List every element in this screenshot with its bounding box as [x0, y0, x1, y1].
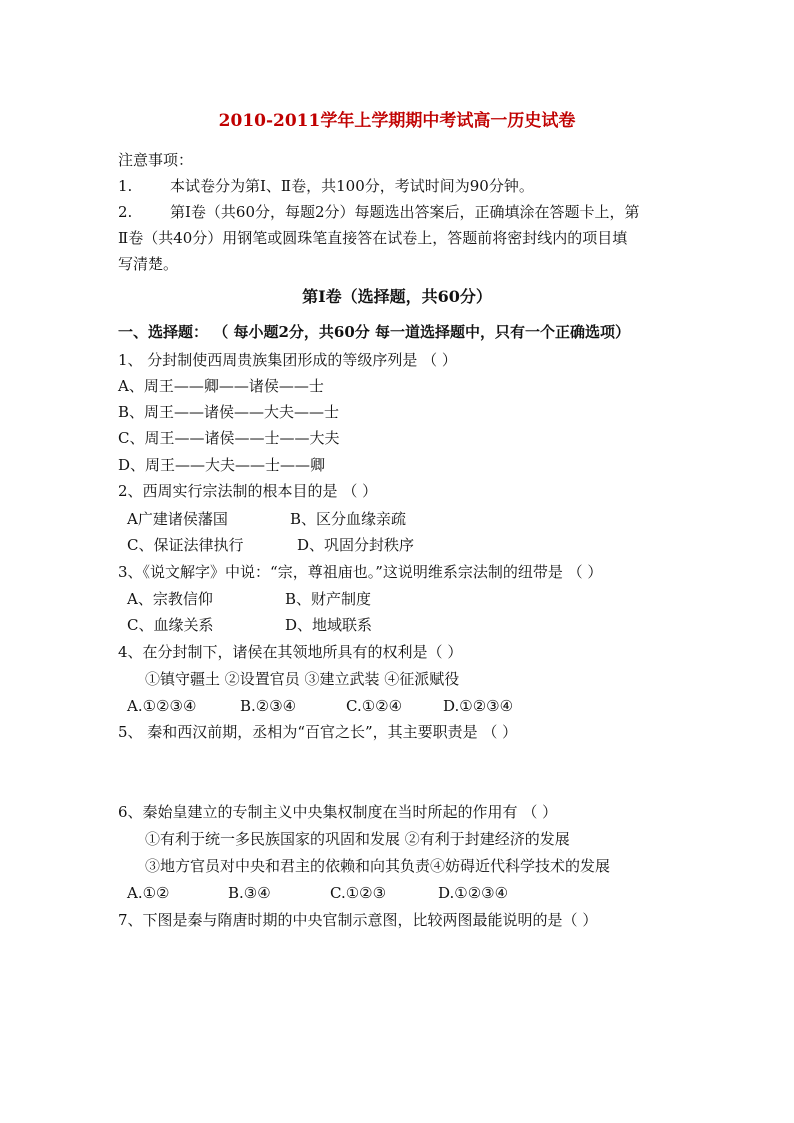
section-title: 第Ⅰ卷（选择题，共60分）: [302, 287, 492, 306]
note-2-line-1: 第Ⅰ卷（共60分，每题2分）每题选出答案后，正确填涂在答题卡上，第: [170, 203, 640, 221]
q7-stem: 7、下图是秦与隋唐时期的中央官制示意图，比较两图最能说明的是（ ）: [118, 911, 598, 929]
q2-option-b: B、区分血缘亲疏: [290, 510, 407, 528]
q2-stem: 2、西周实行宗法制的根本目的是 （ ）: [118, 482, 378, 500]
q1-option-c: C、周王——诸侯——士——大夫: [118, 429, 340, 447]
q4-stem: 4、在分封制下，诸侯在其领地所具有的权利是（ ）: [118, 643, 463, 661]
q5-stem: 5、 秦和西汉前期，丞相为“百官之长”，其主要职责是 （ ）: [118, 723, 518, 741]
q4-items: ①镇守疆土 ②设置官员 ③建立武装 ④征派赋役: [145, 670, 460, 688]
note-1-text: 本试卷分为第Ⅰ、Ⅱ卷，共100分，考试时间为90分钟。: [170, 177, 534, 195]
q4-option-a: A.①②③④: [127, 697, 197, 715]
q3-stem: 3、《说文解字》中说：“宗，尊祖庙也。”这说明维系宗法制的纽带是 （ ）: [118, 563, 603, 581]
part-1-heading: 一、选择题： （ 每小题2分，共60分 每一道选择题中，只有一个正确选项）: [118, 323, 630, 341]
q3-option-a: A、宗教信仰: [127, 590, 213, 608]
note-2-line-2: Ⅱ卷（共40分）用钢笔或圆珠笔直接答在试卷上，答题前将密封线内的项目填: [118, 229, 628, 247]
q4-option-c: C.①②④: [346, 697, 403, 715]
q1-stem: 1、 分封制使西周贵族集团形成的等级序列是 （ ）: [118, 351, 457, 369]
q4-option-b: B.②③④: [240, 697, 297, 715]
note-2-number: 2.: [118, 203, 133, 221]
note-1-number: 1.: [118, 177, 133, 195]
q6-stem: 6、秦始皇建立的专制主义中央集权制度在当时所起的作用有 （ ）: [118, 803, 558, 821]
note-2-line-3: 写清楚。: [118, 255, 179, 273]
q6-option-d: D.①②③④: [438, 884, 509, 902]
q2-option-c: C、保证法律执行: [127, 536, 244, 554]
q1-option-a: A、周王——卿——诸侯——士: [118, 377, 324, 395]
notes-heading: 注意事项：: [118, 151, 194, 169]
q3-option-c: C、血缘关系: [127, 616, 214, 634]
q4-option-d: D.①②③④: [443, 697, 514, 715]
q6-option-a: A.①②: [127, 884, 170, 902]
q3-option-b: B、财产制度: [285, 590, 372, 608]
q2-option-d: D、巩固分封秩序: [297, 536, 415, 554]
q2-option-a: A广建诸侯藩国: [127, 510, 228, 528]
exam-title: 2010-2011学年上学期期中考试高一历史试卷: [218, 111, 576, 131]
q6-option-c: C.①②③: [330, 884, 387, 902]
q6-item-line-2: ③地方官员对中央和君主的依赖和向其负责④妨碍近代科学技术的发展: [145, 857, 611, 875]
q1-option-b: B、周王——诸侯——大夫——士: [118, 403, 340, 421]
q3-option-d: D、地域联系: [285, 616, 373, 634]
q6-option-b: B.③④: [228, 884, 271, 902]
q1-option-d: D、周王——大夫——士——卿: [118, 456, 326, 474]
q6-item-line-1: ①有利于统一多民族国家的巩固和发展 ②有利于封建经济的发展: [145, 830, 570, 848]
